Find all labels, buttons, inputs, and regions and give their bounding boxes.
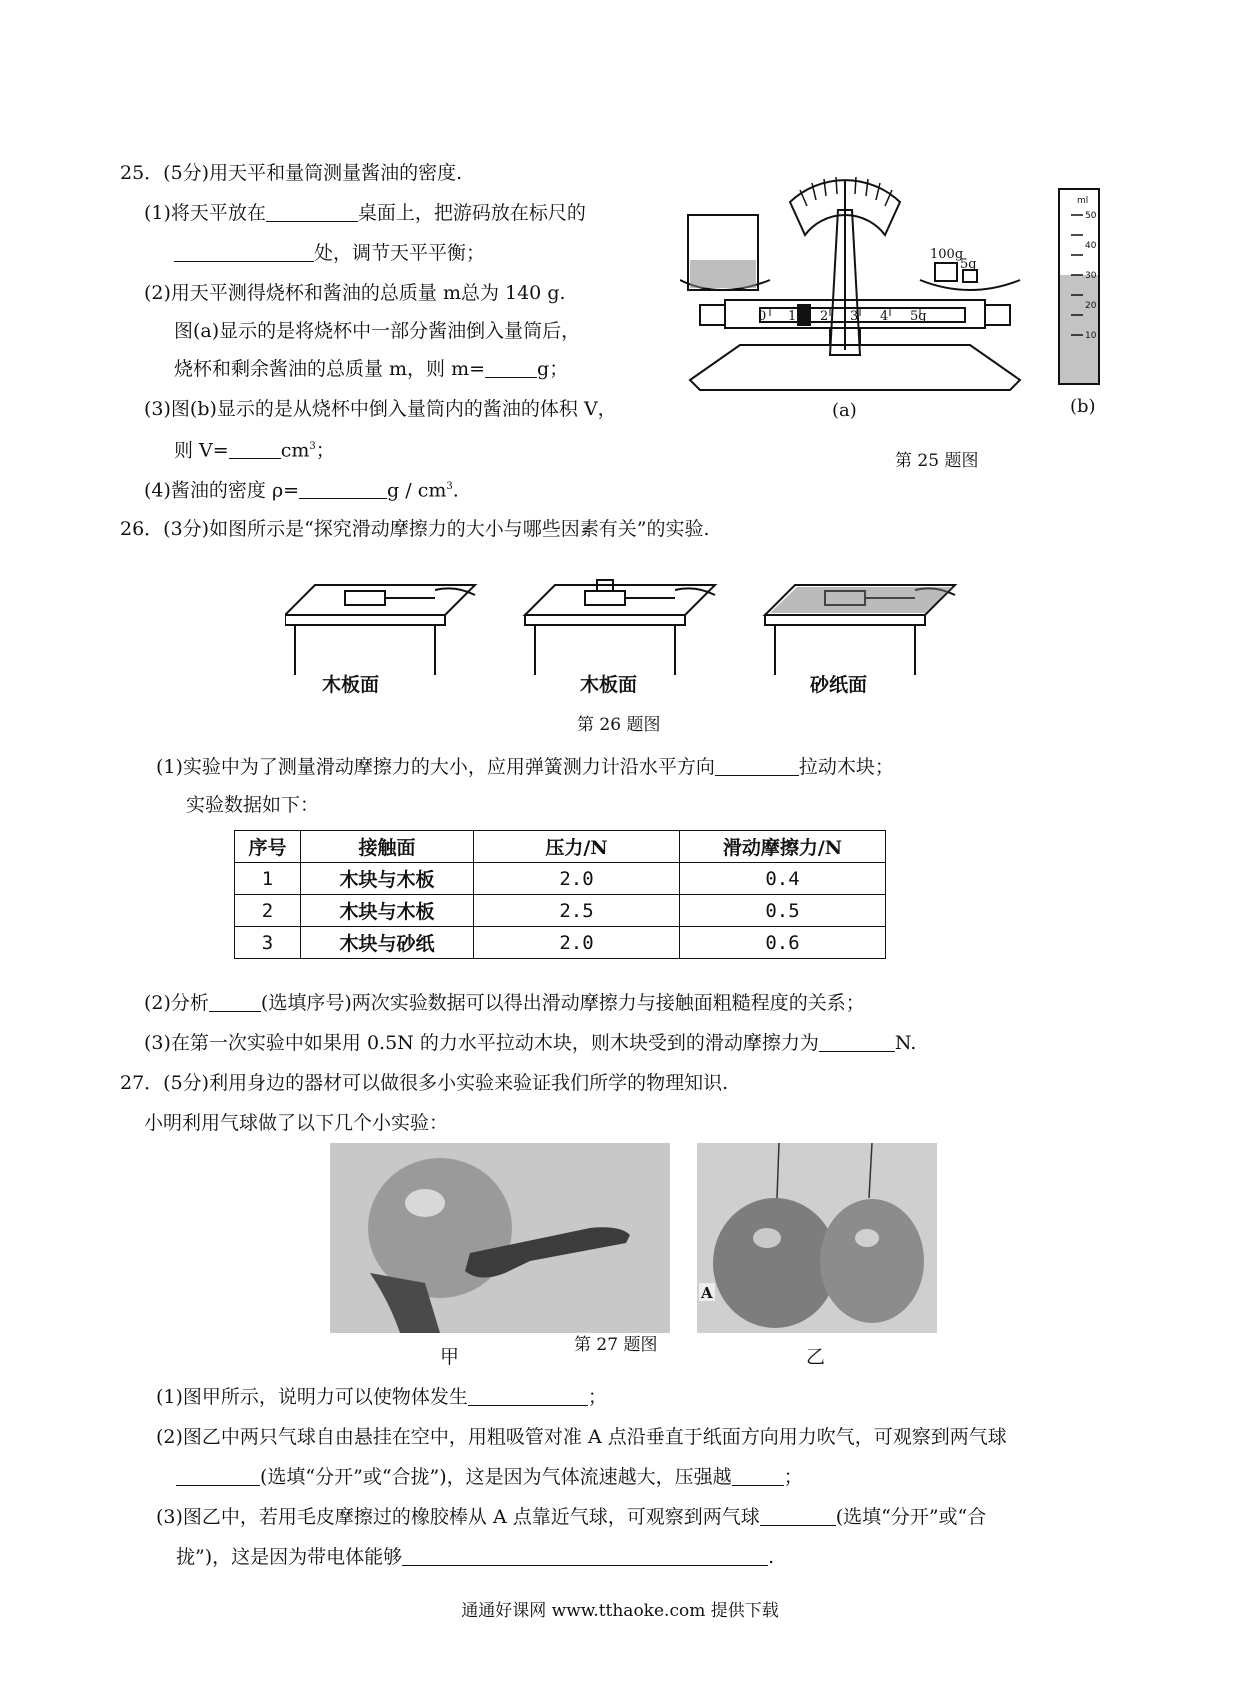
friction-figure (285, 575, 1005, 675)
q27-intro: 小明利用气球做了以下几个小实验： (144, 1112, 449, 1134)
cyl-label-50: 50 (1085, 211, 1097, 221)
q25-part1-line2 (174, 240, 485, 266)
q25-part2-line1: (2)用天平测得烧杯和酱油的总质量 m总为 140 g. (144, 282, 566, 304)
label-jia: 甲 (440, 1346, 460, 1368)
fig26-label-1: 木板面 (322, 674, 380, 696)
q27-blank-deformation[interactable] (468, 1385, 588, 1406)
table-cell: 0.6 (680, 927, 886, 959)
table-header: 压力/N (474, 831, 680, 863)
q27-heading: 27．(5分)利用身边的器材可以做很多小实验来验证我们所学的物理知识. (120, 1072, 729, 1094)
table-row (235, 863, 886, 895)
scale-label-2: 2 (820, 309, 829, 324)
table-cell: 1 (235, 863, 301, 895)
table-cell: 3 (235, 927, 301, 959)
cyl-label-40: 40 (1085, 241, 1097, 251)
q25-p2-text-d: g； (537, 358, 569, 380)
table-cell: 2.0 (474, 863, 680, 895)
q25-blank-density[interactable] (299, 478, 387, 499)
q25-part3-line2 (174, 434, 335, 463)
scale-label-4: 4 (880, 309, 889, 324)
q25-p1-text-b: 桌面上，把游码放在标尺的 (357, 202, 586, 224)
q27-part1 (156, 1384, 607, 1410)
q27-part3-line2 (176, 1544, 774, 1570)
table-header: 滑动摩擦力/N (680, 831, 886, 863)
q26-part2 (144, 990, 865, 1016)
q25-p3-sup: 3 (309, 441, 316, 452)
table-header: 序号 (235, 831, 301, 863)
q27-p3-text-b: (选填“分开”或“合 (835, 1506, 987, 1528)
q26-heading: 26．(3分)如图所示是“探究滑动摩擦力的大小与哪些因素有关”的实验. (120, 518, 710, 540)
q27-part3-line1 (156, 1504, 986, 1530)
fig-b-label: (b) (1070, 396, 1096, 417)
q25-p2-text-c: 烧杯和剩余酱油的总质量 m，则 m= (174, 358, 486, 380)
balance-figure (680, 150, 1030, 415)
q26-blank-friction[interactable] (819, 1031, 895, 1052)
q26-p1-text-b: 拉动木块； (798, 756, 894, 778)
table-cell: 2.0 (474, 927, 680, 959)
q25-p4-text-c: . (452, 479, 459, 502)
q25-blank-volume[interactable] (229, 438, 281, 459)
q27-p2-text-c: ； (783, 1466, 803, 1488)
table-cell: 0.5 (680, 895, 886, 927)
label-yi: 乙 (806, 1346, 826, 1368)
table-cell: 木块与木板 (301, 895, 474, 927)
q25-part4 (144, 474, 459, 503)
q26-p2-text-b: (选填序号)两次实验数据可以得出滑动摩擦力与接触面粗糙程度的关系； (260, 992, 865, 1014)
weight-100g-label: 100g (930, 247, 964, 262)
table-header-row (235, 831, 886, 863)
q26-p1-text-a: (1)实验中为了测量滑动摩擦力的大小，应用弹簧测力计沿水平方向 (156, 756, 715, 778)
q27-blank-pressure[interactable] (732, 1465, 784, 1486)
cyl-label-10: 10 (1085, 331, 1097, 341)
q25-blank-mass[interactable] (485, 357, 537, 378)
q25-p4-text-a: (4)酱油的密度 ρ= (144, 479, 300, 502)
q27-p3-text-d: . (768, 1546, 775, 1568)
q27-p1-text-a: (1)图甲所示，说明力可以使物体发生 (156, 1386, 468, 1408)
q27-figure-caption: 第 27 题图 (574, 1335, 658, 1355)
q27-p3-text-a: (3)图乙中，若用毛皮摩擦过的橡胶棒从 A 点靠近气球，可观察到两气球 (156, 1506, 760, 1528)
q25-p3-text-d: ； (315, 439, 335, 462)
q25-blank-surface[interactable] (266, 201, 358, 222)
q25-p3-text-b: 则 V= (174, 439, 229, 462)
q27-blank-reason[interactable] (402, 1545, 768, 1566)
q25-part2-line3 (174, 356, 568, 382)
footer-source: 通通好课网 www.tthaoke.com 提供下载 (461, 1601, 779, 1621)
q27-p2-text-b: (选填“分开”或“合拢”)，这是因为气体流速越大，压强越 (260, 1466, 732, 1488)
q25-p3-text-c: cm (280, 439, 310, 462)
cyl-label-30: 30 (1085, 271, 1097, 281)
q25-part1-line1 (144, 200, 586, 226)
q25-p1-text-c: 处，调节天平平衡； (314, 242, 486, 264)
fig26-label-2: 木板面 (580, 674, 638, 696)
table-header: 接触面 (301, 831, 474, 863)
table-cell: 2 (235, 895, 301, 927)
fig26-label-3: 砂纸面 (810, 674, 868, 696)
scale-label-3: 3 (850, 309, 859, 324)
balloon-photo-yi (697, 1143, 937, 1333)
q25-part3-line1: (3)图(b)显示的是从烧杯中倒入量筒内的酱油的体积 V， (144, 398, 617, 420)
q27-blank-balloons-charged[interactable] (760, 1505, 836, 1526)
q26-part3 (144, 1030, 916, 1056)
q27-part2-line1: (2)图乙中两只气球自由悬挂在空中，用粗吸管对准 A 点沿垂直于纸面方向用力吹气，可观察到两气球 (156, 1426, 1007, 1448)
q25-blank-rider-position[interactable] (174, 241, 314, 262)
table-row (235, 895, 886, 927)
q26-part1-line2: 实验数据如下： (186, 794, 320, 816)
q26-part1-line1 (156, 754, 894, 780)
q27-p1-text-b: ； (587, 1386, 607, 1408)
q26-figure-caption: 第 26 题图 (577, 715, 661, 735)
q25-figure-caption: 第 25 题图 (895, 451, 979, 471)
q25-part2-line2: 图(a)显示的是将烧杯中一部分酱油倒入量筒后， (174, 320, 581, 342)
q25-heading: 25．(5分)用天平和量筒测量酱油的密度. (120, 162, 463, 184)
q26-p3-text-b: N. (894, 1032, 917, 1054)
point-a-label: A (701, 1284, 713, 1302)
cyl-label-20: 20 (1085, 301, 1097, 311)
table-cell: 木块与砂纸 (301, 927, 474, 959)
cylinder-figure (1055, 185, 1105, 390)
scale-label-0: 0 (758, 309, 767, 324)
balloon-photo-jia (330, 1143, 670, 1333)
q27-part2-line2 (176, 1464, 803, 1490)
q25-p4-text-b: g / cm (387, 479, 447, 502)
table-cell: 2.5 (474, 895, 680, 927)
q27-blank-balloons-motion[interactable] (176, 1465, 260, 1486)
q26-blank-sequence[interactable] (209, 991, 261, 1012)
scale-label-1: 1 (788, 309, 797, 324)
table-cell: 木块与木板 (301, 863, 474, 895)
friction-data-table (234, 830, 886, 959)
q25-p4-sup: 3 (446, 481, 453, 492)
q25-p1-text-a: (1)将天平放在 (144, 202, 266, 224)
table-cell: 0.4 (680, 863, 886, 895)
q26-p2-text-a: (2)分析 (144, 992, 209, 1014)
weight-5g-label: 5g (960, 257, 977, 272)
q26-p3-text-a: (3)在第一次实验中如果用 0.5N 的力水平拉动木块，则木块受到的滑动摩擦力为 (144, 1032, 819, 1054)
q27-p3-text-c: 拢”)，这是因为带电体能够 (176, 1546, 403, 1568)
cylinder-unit: ml (1077, 196, 1089, 206)
q26-blank-motion[interactable] (715, 755, 799, 776)
scale-label-5g: 5g (910, 309, 927, 324)
fig-a-label: (a) (832, 400, 857, 421)
table-row (235, 927, 886, 959)
